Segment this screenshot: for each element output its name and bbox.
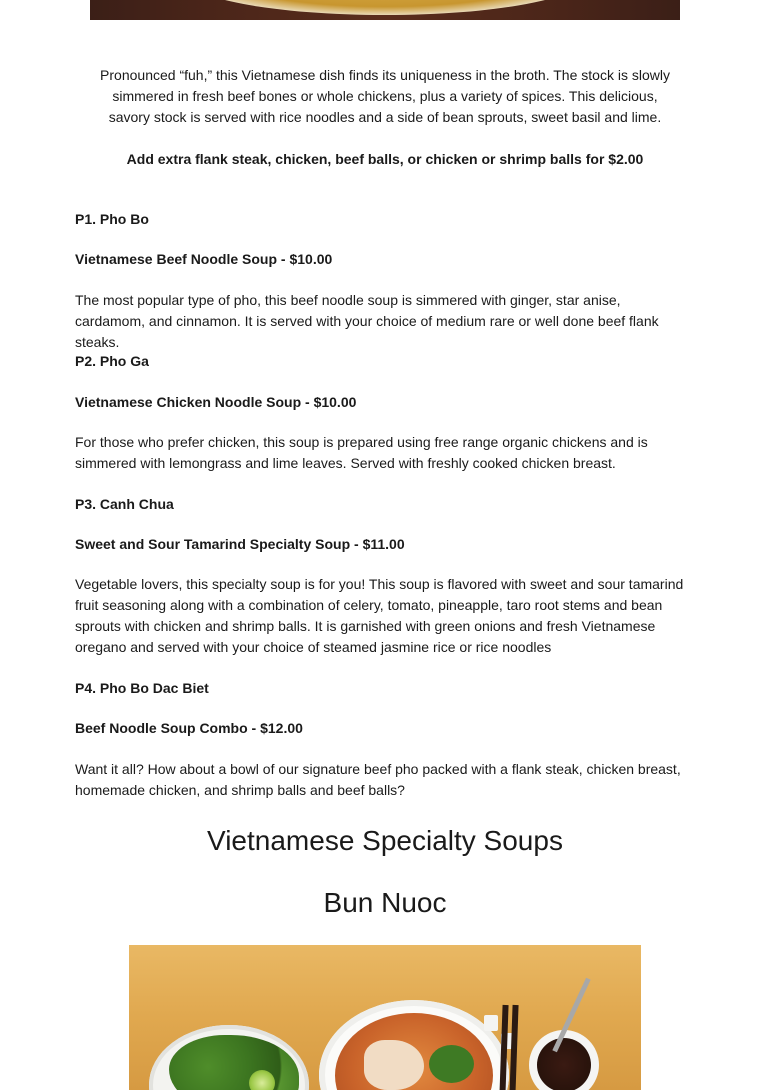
- menu-item-title-p1: Vietnamese Beef Noodle Soup - $10.00: [75, 251, 333, 267]
- bun-nuoc-photo: [129, 945, 641, 1090]
- garnish-shape: [429, 1045, 474, 1083]
- specialty-soups-heading: Vietnamese Specialty Soups: [207, 825, 563, 856]
- bowl-rim-shape: [185, 0, 585, 15]
- menu-item-code-p1: P1. Pho Bo: [75, 211, 149, 227]
- menu-item-title-p2: Vietnamese Chicken Noodle Soup - $10.00: [75, 394, 357, 410]
- spoon-rest-shape: [484, 1015, 498, 1031]
- menu-item-desc-p3: Vegetable lovers, this specialty soup is for you! This soup is flavored with sweet and sour tamarind fruit seasoning along with a combination of celery, tomato, pineapple, taro root stems and bean sprouts with chicken and shrimp balls. It is garnished with green onions and fresh Vietnamese oregano and served with your choice of steamed jasmine rice or rice noodles: [75, 576, 684, 655]
- pho-bowl-photo: [90, 0, 680, 20]
- menu-item-code-p2: P2. Pho Ga: [75, 353, 149, 369]
- topping-shape: [364, 1040, 424, 1090]
- menu-item-desc-p4: Want it all? How about a bowl of our signature beef pho packed with a flank steak, chicken breast, homemade chicken, and shrimp balls and beef balls?: [75, 761, 681, 798]
- sauce-shape: [537, 1038, 591, 1090]
- menu-item-desc-p1: The most popular type of pho, this beef noodle soup is simmered with ginger, star anise, cardamom, and cinnamon. It is served with your choice of medium rare or well done beef flank steaks.: [75, 292, 659, 350]
- menu-item-code-p4: P4. Pho Bo Dac Biet: [75, 680, 209, 696]
- menu-item-title-p4: Beef Noodle Soup Combo - $12.00: [75, 720, 303, 736]
- addon-note: Add extra flank steak, chicken, beef balls, or chicken or shrimp balls for $2.00: [126, 151, 644, 167]
- bun-nuoc-heading: Bun Nuoc: [323, 887, 447, 918]
- lime-shape: [249, 1070, 275, 1090]
- pho-intro-text: Pronounced “fuh,” this Vietnamese dish finds its uniqueness in the broth. The stock is slowly simmered in fresh beef bones or whole chickens, plus a variety of spices. This delicious, savory stock is served with rice noodles and a side of bean sprouts, sweet basil and lime.: [100, 67, 670, 125]
- chopstick-shape: [509, 1005, 518, 1090]
- menu-item-code-p3: P3. Canh Chua: [75, 496, 174, 512]
- menu-item-desc-p2: For those who prefer chicken, this soup is prepared using free range organic chickens and is simmered with lemongrass and lime leaves. Served with freshly cooked chicken breast.: [75, 434, 648, 471]
- menu-item-title-p3: Sweet and Sour Tamarind Specialty Soup - $11.00: [75, 536, 405, 552]
